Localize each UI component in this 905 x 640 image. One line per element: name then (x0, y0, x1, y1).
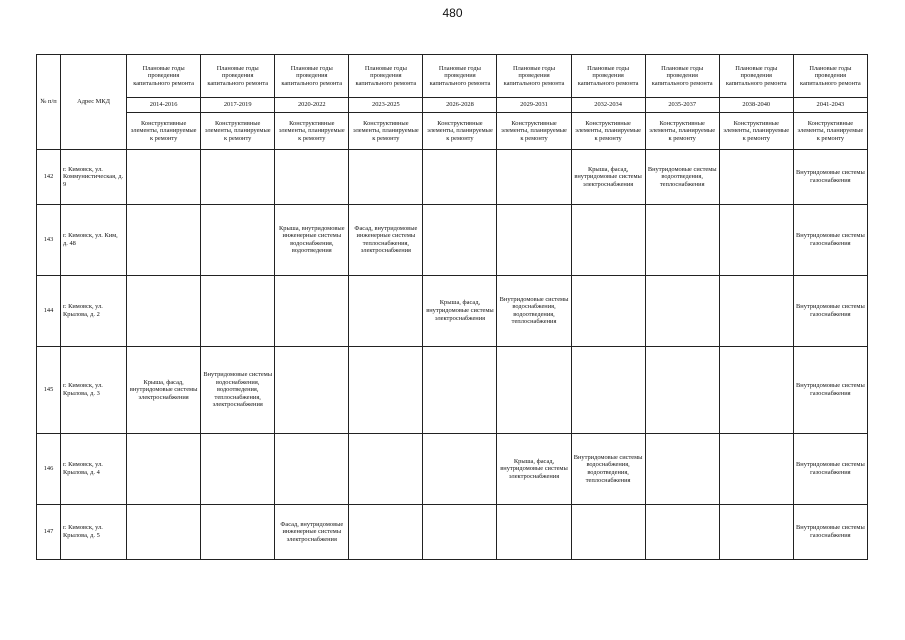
column-header-period-title: Плановые годы проведения капитального ремонта (719, 55, 793, 98)
repair-elements-cell (275, 275, 349, 346)
repair-elements-cell (719, 204, 793, 275)
repair-elements-cell (201, 275, 275, 346)
repair-elements-cell (497, 204, 571, 275)
repair-elements-cell: Внутридомовые системы газоснабжения (793, 434, 867, 505)
row-number: 145 (37, 346, 61, 433)
column-header-elements: Конструктивные элементы, планируемые к ремонту (719, 113, 793, 150)
row-number: 146 (37, 434, 61, 505)
repair-elements-cell (127, 275, 201, 346)
repair-elements-cell: Крыша, фасад, внутридомовые системы электроснабжения (127, 346, 201, 433)
repair-elements-cell (719, 346, 793, 433)
repair-elements-cell (349, 346, 423, 433)
repair-elements-cell (349, 505, 423, 560)
table-row (37, 204, 868, 275)
column-header-years: 2020-2022 (275, 98, 349, 113)
repair-elements-cell: Фасад, внутридомовые инженерные системы электроснабжения (275, 505, 349, 560)
column-header-elements: Конструктивные элементы, планируемые к ремонту (571, 113, 645, 150)
repair-elements-cell: Крыша, фасад, внутридомовые системы электроснабжения (497, 434, 571, 505)
repair-elements-cell (127, 150, 201, 205)
row-address: г. Кимовск, ул. Крылова, д. 3 (61, 346, 127, 433)
repair-elements-cell: Крыша, фасад, внутридомовые системы электроснабжения (571, 150, 645, 205)
repair-elements-cell (127, 434, 201, 505)
repair-elements-cell (349, 150, 423, 205)
column-header-elements: Конструктивные элементы, планируемые к ремонту (423, 113, 497, 150)
repair-elements-cell (571, 505, 645, 560)
repair-elements-cell (201, 204, 275, 275)
column-header-period-title: Плановые годы проведения капитального ремонта (127, 55, 201, 98)
row-address: г. Кимовск, ул. Крылова, д. 5 (61, 505, 127, 560)
repair-elements-cell: Внутридомовые системы газоснабжения (793, 275, 867, 346)
column-header-period-title: Плановые годы проведения капитального ремонта (275, 55, 349, 98)
repair-elements-cell: Внутридомовые системы водоснабжения, водоотведения, теплоснабжения, электроснабжения (201, 346, 275, 433)
row-number: 144 (37, 275, 61, 346)
repair-elements-cell: Внутридомовые системы водоотведения, теплоснабжения (645, 150, 719, 205)
column-header-period-title: Плановые годы проведения капитального ремонта (793, 55, 867, 98)
repair-elements-cell (349, 434, 423, 505)
column-header-years: 2032-2034 (571, 98, 645, 113)
repair-elements-cell (423, 150, 497, 205)
column-header-num: № п/п (37, 55, 61, 150)
table-row (37, 150, 868, 205)
repair-elements-cell (571, 346, 645, 433)
column-header-years: 2029-2031 (497, 98, 571, 113)
repair-elements-cell (201, 434, 275, 505)
page-number: 480 (442, 6, 463, 20)
repair-elements-cell (349, 275, 423, 346)
column-header-years: 2041-2043 (793, 98, 867, 113)
column-header-period-title: Плановые годы проведения капитального ремонта (201, 55, 275, 98)
row-number: 143 (37, 204, 61, 275)
repair-elements-cell (127, 505, 201, 560)
repair-elements-cell (275, 346, 349, 433)
repair-elements-cell (645, 346, 719, 433)
repair-elements-cell: Внутридомовые системы водоснабжения, водоотведения, теплоснабжения (497, 275, 571, 346)
repair-elements-cell (275, 434, 349, 505)
repair-elements-cell (497, 346, 571, 433)
table-row (37, 346, 868, 433)
table-row (37, 505, 868, 560)
row-address: г. Кимовск, ул. Ким, д. 48 (61, 204, 127, 275)
repair-elements-cell (423, 346, 497, 433)
column-header-elements: Конструктивные элементы, планируемые к ремонту (275, 113, 349, 150)
repair-elements-cell (423, 204, 497, 275)
column-header-elements: Конструктивные элементы, планируемые к ремонту (645, 113, 719, 150)
column-header-period-title: Плановые годы проведения капитального ремонта (645, 55, 719, 98)
column-header-period-title: Плановые годы проведения капитального ремонта (349, 55, 423, 98)
repair-elements-cell: Крыша, фасад, внутридомовые системы электроснабжения (423, 275, 497, 346)
table-row (37, 275, 868, 346)
column-header-years: 2023-2025 (349, 98, 423, 113)
table-body (37, 150, 868, 560)
repair-elements-cell (201, 150, 275, 205)
column-header-period-title: Плановые годы проведения капитального ремонта (497, 55, 571, 98)
repair-elements-cell (571, 275, 645, 346)
repair-elements-cell (275, 150, 349, 205)
repair-elements-cell (719, 505, 793, 560)
column-header-years: 2026-2028 (423, 98, 497, 113)
repair-elements-cell (497, 150, 571, 205)
column-header-elements: Конструктивные элементы, планируемые к ремонту (349, 113, 423, 150)
repair-elements-cell (719, 150, 793, 205)
column-header-elements: Конструктивные элементы, планируемые к ремонту (793, 113, 867, 150)
column-header-years: 2014-2016 (127, 98, 201, 113)
table-row (37, 434, 868, 505)
repair-elements-cell: Внутридомовые системы водоснабжения, водоотведения, теплоснабжения (571, 434, 645, 505)
column-header-elements: Конструктивные элементы, планируемые к ремонту (201, 113, 275, 150)
repair-elements-cell: Внутридомовые системы газоснабжения (793, 204, 867, 275)
row-number: 142 (37, 150, 61, 205)
column-header-address: Адрес МКД (61, 55, 127, 150)
column-header-period-title: Плановые годы проведения капитального ремонта (571, 55, 645, 98)
column-header-period-title: Плановые годы проведения капитального ремонта (423, 55, 497, 98)
repair-elements-cell (571, 204, 645, 275)
repair-elements-cell: Внутридомовые системы газоснабжения (793, 505, 867, 560)
repair-elements-cell (201, 505, 275, 560)
repair-elements-cell (423, 434, 497, 505)
row-number: 147 (37, 505, 61, 560)
repair-elements-cell (719, 275, 793, 346)
repair-elements-cell: Внутридомовые системы газоснабжения (793, 150, 867, 205)
repair-elements-cell (719, 434, 793, 505)
repair-elements-cell (127, 204, 201, 275)
column-header-elements: Конструктивные элементы, планируемые к ремонту (127, 113, 201, 150)
row-address: г. Кимовск, ул. Коммунистическая, д. 9 (61, 150, 127, 205)
column-header-years: 2038-2040 (719, 98, 793, 113)
column-header-years: 2017-2019 (201, 98, 275, 113)
row-address: г. Кимовск, ул. Крылова, д. 4 (61, 434, 127, 505)
row-address: г. Кимовск, ул. Крылова, д. 2 (61, 275, 127, 346)
capital-repair-table (36, 54, 868, 560)
column-header-elements: Конструктивные элементы, планируемые к ремонту (497, 113, 571, 150)
repair-elements-cell (645, 275, 719, 346)
repair-elements-cell: Внутридомовые системы газоснабжения (793, 346, 867, 433)
repair-elements-cell: Фасад, внутридомовые инженерные системы теплоснабжения, электроснабжения (349, 204, 423, 275)
repair-elements-cell: Крыша, внутридомовые инженерные системы водоснабжения, водоотведения (275, 204, 349, 275)
repair-elements-cell (645, 505, 719, 560)
repair-elements-cell (423, 505, 497, 560)
repair-elements-cell (497, 505, 571, 560)
table-header (37, 55, 868, 150)
column-header-years: 2035-2037 (645, 98, 719, 113)
repair-elements-cell (645, 434, 719, 505)
repair-elements-cell (645, 204, 719, 275)
